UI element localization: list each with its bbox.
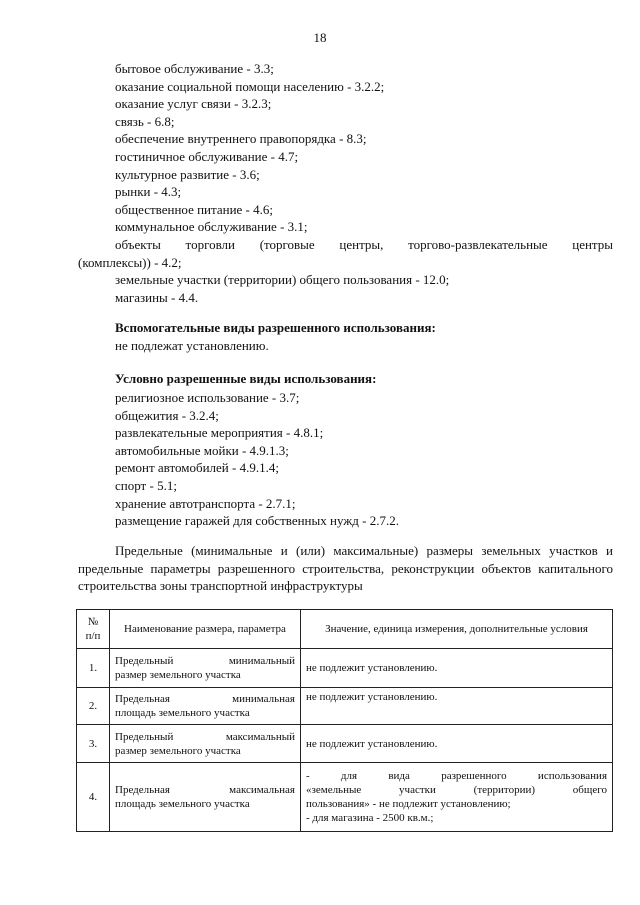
row-name <box>110 725 301 763</box>
row-value-line: «земельные участки (территории) общего <box>306 784 607 796</box>
row-value: не подлежит установлению. <box>301 649 613 688</box>
row-value <box>301 763 613 832</box>
row-name-line: Предельная максимальная <box>115 784 295 796</box>
list-item: связь - 6.8; <box>115 113 175 129</box>
row-name-line: Предельная минимальная <box>115 693 295 705</box>
row-value-line: - для вида разрешенного использования <box>306 770 607 782</box>
table-row <box>77 649 613 688</box>
list-item: ремонт автомобилей - 4.9.1.4; <box>115 460 279 476</box>
conditional-heading: Условно разрешенные виды использования: <box>115 371 377 386</box>
list-item: культурное развитие - 3.6; <box>115 166 260 182</box>
permitted-uses-list <box>78 60 613 306</box>
header-value: Значение, единица измерения, дополнительные условия <box>301 610 613 649</box>
list-item: размещение гаражей для собственных нужд - 2.7.2. <box>115 513 399 529</box>
page-number: 18 <box>313 30 327 45</box>
list-item: общественное питание - 4.6; <box>115 201 273 217</box>
list-item-trade-line1: объекты торговли (торговые центры, торгово-развлекательные центры <box>115 236 613 252</box>
row-num: 1. <box>77 649 110 688</box>
row-num: 2. <box>77 688 110 725</box>
row-value: не подлежит установлению. <box>301 725 613 763</box>
list-item: автомобильные мойки - 4.9.1.3; <box>115 442 289 458</box>
list-item: спорт - 5.1; <box>115 477 177 493</box>
table-row <box>77 763 613 832</box>
conditional-uses-list <box>115 389 615 530</box>
table-header-row <box>77 610 613 649</box>
table-row <box>77 688 613 725</box>
row-num: 3. <box>77 725 110 763</box>
parameters-table <box>76 609 613 832</box>
header-num: № п/п <box>77 610 110 649</box>
list-item: религиозное использование - 3.7; <box>115 390 300 405</box>
auxiliary-heading: Вспомогательные виды разрешенного использования: <box>115 320 436 335</box>
row-name <box>110 688 301 725</box>
parameters-intro-paragraph: Предельные (минимальные и (или) максимальные) размеры земельных участков и предельные параметры разрешенного строительства, реконструкции объектов капитального строительства зоны транспортной инфраструктуры <box>78 543 613 593</box>
row-value: не подлежит установлению. <box>301 688 613 725</box>
row-name-line: площадь земельного участка <box>115 707 250 719</box>
row-name-line: площадь земельного участка <box>115 798 250 810</box>
auxiliary-text: не подлежат установлению. <box>115 338 269 353</box>
list-item: оказание услуг связи - 3.2.3; <box>115 96 272 112</box>
row-num: 4. <box>77 763 110 832</box>
list-item: магазины - 4.4. <box>115 289 199 305</box>
list-item: гостиничное обслуживание - 4.7; <box>115 148 299 164</box>
table-row <box>77 725 613 763</box>
row-value-line: - для магазина - 2500 кв.м.; <box>306 812 434 824</box>
row-name-line: Предельный максимальный <box>115 730 295 743</box>
list-item: рынки - 4.3; <box>115 184 182 200</box>
list-item: оказание социальной помощи населению - 3.2.2; <box>115 78 385 94</box>
row-name-line: размер земельного участка <box>115 744 241 757</box>
list-item: хранение автотранспорта - 2.7.1; <box>115 495 296 511</box>
header-name: Наименование размера, параметра <box>110 610 301 649</box>
list-item: коммунальное обслуживание - 3.1; <box>115 219 308 235</box>
list-item: обеспечение внутреннего правопорядка - 8.3; <box>115 131 367 147</box>
row-name <box>110 763 301 832</box>
list-item: общежития - 3.2.4; <box>115 407 219 423</box>
row-name-line: Предельный минимальный <box>115 655 295 667</box>
row-value-line: пользования» - не подлежит установлению; <box>306 798 511 810</box>
list-item: бытовое обслуживание - 3.3; <box>115 61 274 76</box>
list-item-trade-line2: (комплексы)) - 4.2; <box>78 254 182 270</box>
list-item: земельные участки (территории) общего пользования - 12.0; <box>115 272 450 288</box>
row-name <box>110 649 301 688</box>
row-name-line: размер земельного участка <box>115 669 241 681</box>
list-item: развлекательные мероприятия - 4.8.1; <box>115 425 324 441</box>
